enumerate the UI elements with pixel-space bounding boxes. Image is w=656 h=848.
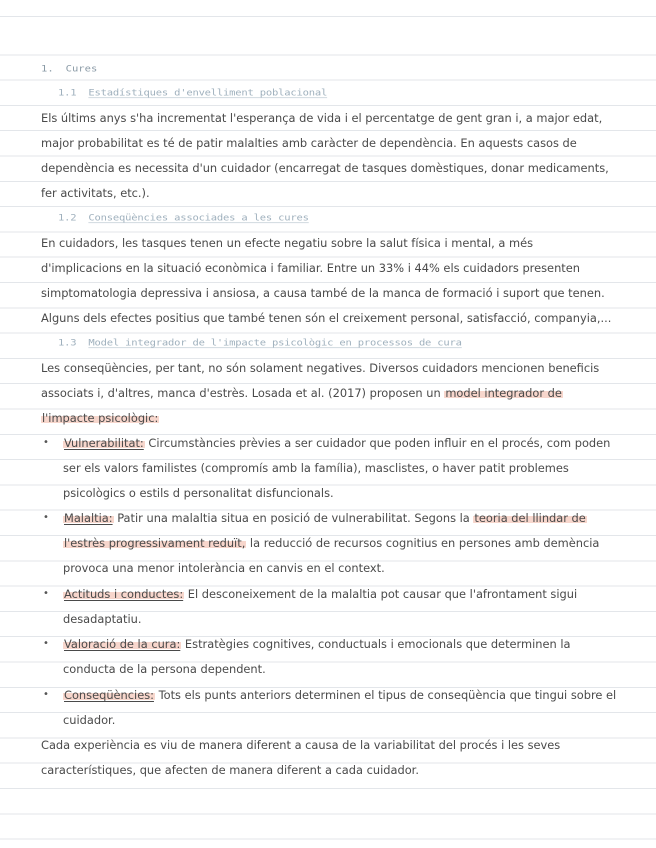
highlighted-text: model integrador de bbox=[445, 386, 562, 400]
bullet-icon: • bbox=[43, 437, 49, 448]
bullet-term: Vulnerabilitat: bbox=[64, 436, 144, 450]
bullet-continuation: psicològics o estils d personalitat disfuncionals. bbox=[63, 486, 334, 500]
paragraph-line bbox=[41, 406, 626, 430]
paragraph-line: En cuidadors, les tasques tenen un efecte negatiu sobre la salut física i mental, a més bbox=[41, 236, 534, 250]
bullet-item-actituds: • Actituds i conductes: El desconeixement de la malaltia pot causar que l'afrontament sigui bbox=[63, 582, 626, 606]
paragraph-line: d'implicacions en la situació econòmica i familiar. Entre un 33% i 44% els cuidadors presenten bbox=[41, 261, 580, 275]
highlighted-text: l'impacte psicològic: bbox=[42, 411, 159, 425]
bullet-term: Valoració de la cura: bbox=[64, 637, 181, 651]
paragraph-line: fer activitats, etc.). bbox=[41, 186, 150, 200]
highlighted-text: l'estrès progressivament reduït, bbox=[64, 536, 246, 550]
section-heading-1-2: 1.2 Conseqüències associades a les cures bbox=[58, 212, 309, 224]
bullet-continuation: l'estrès progressivament reduït, la reducció de recursos cognitius en persones amb demència bbox=[64, 536, 600, 550]
bullet-item-vulnerabilitat: • Vulnerabilitat: Circumstàncies prèvies a ser cuidador que poden influir en el procés, com poden bbox=[63, 431, 626, 455]
bullet-icon: • bbox=[43, 588, 49, 599]
paragraph-line: Alguns dels efectes positius que també tenen són el creixement personal, satisfacció, companyia,... bbox=[41, 311, 612, 325]
bullet-continuation: ser els valors familistes (compromís amb la família), masclistes, o haver patit problemes bbox=[63, 461, 569, 475]
paragraph-line: característiques, que afecten de manera diferent a cada cuidador. bbox=[41, 763, 419, 777]
section-heading-1-1: 1.1 Estadístiques d'envelliment poblacional bbox=[58, 87, 328, 99]
bullet-item-consequencies: • Conseqüències: Tots els punts anteriors determinen el tipus de conseqüència que tingui sobre el bbox=[63, 683, 626, 707]
bullet-continuation: desadaptatiu. bbox=[63, 612, 142, 626]
bullet-continuation: cuidador. bbox=[63, 713, 116, 727]
bullet-term: Malaltia: bbox=[64, 511, 113, 525]
bullet-term: Conseqüències: bbox=[64, 688, 154, 702]
bullet-icon: • bbox=[43, 638, 49, 649]
highlighted-text: teoria del llindar de bbox=[474, 511, 586, 525]
bullet-icon: • bbox=[43, 512, 49, 523]
paragraph-line: associats i, d'altres, manca d'estrès. Losada et al. (2017) proposen un model integrador de bbox=[41, 386, 562, 400]
paragraph-line: Els últims anys s'ha incrementat l'esperança de vida i el percentatge de gent gran i, a major edat, bbox=[41, 111, 603, 125]
paragraph-line: Cada experiència es viu de manera diferent a causa de la variabilitat del procés i les seves bbox=[41, 738, 561, 752]
heading-1: 1. Cures bbox=[41, 63, 98, 75]
paragraph-line: dependència es necessita d'un cuidador (encarregat de tasques domèstiques, donar medicaments, bbox=[41, 161, 609, 175]
bullet-icon: • bbox=[43, 689, 49, 700]
paragraph-line: Les conseqüències, per tant, no són solament negatives. Diversos cuidadors mencionen beneficis bbox=[41, 361, 600, 375]
bullet-item-malaltia: • Malaltia: Patir una malaltia situa en posició de vulnerabilitat. Segons la teoria del llindar de bbox=[63, 506, 626, 530]
bullet-continuation: provoca una menor intolerància en canvis en el context. bbox=[63, 561, 385, 575]
bullet-term: Actituds i conductes: bbox=[64, 587, 184, 601]
bullet-item-valoracio: • Valoració de la cura: Estratègies cognitives, conductuals i emocionals que determinen la bbox=[63, 632, 626, 656]
section-heading-1-3: 1.3 Model integrador de l'impacte psicològic en processos de cura bbox=[58, 337, 462, 349]
paragraph-line: simptomatologia depressiva i ansiosa, a causa també de la manca de formació i suport que tenen. bbox=[41, 286, 605, 300]
bullet-continuation: conducta de la persona dependent. bbox=[63, 662, 266, 676]
paragraph-line: major probabilitat es té de patir malalties amb caràcter de dependència. En aquests casos de bbox=[41, 136, 577, 150]
